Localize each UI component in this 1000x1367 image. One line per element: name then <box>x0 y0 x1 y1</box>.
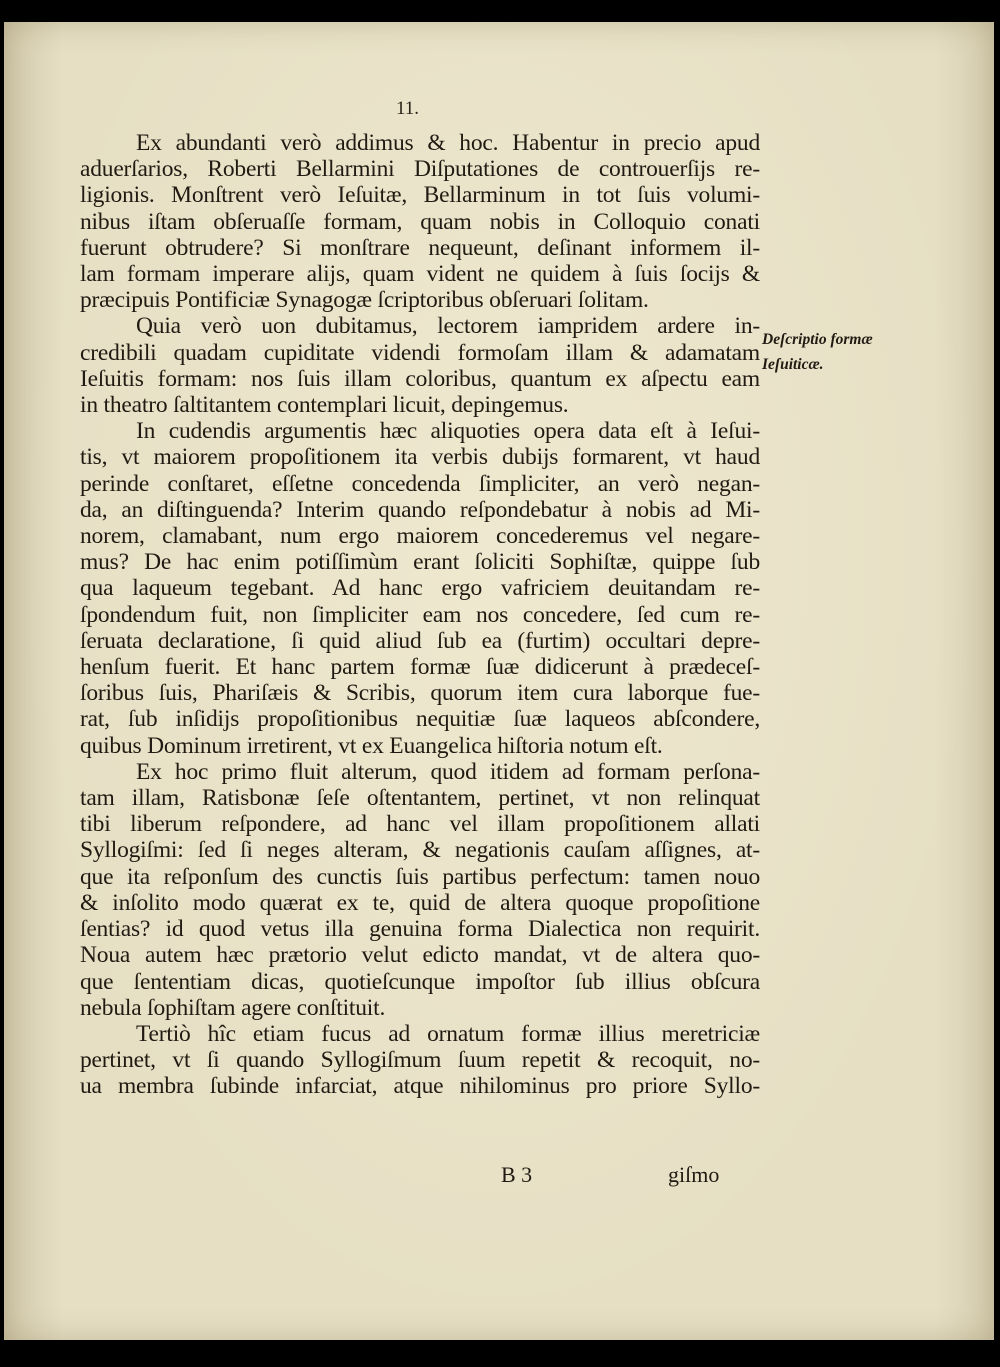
text-line: tis, vt maiorem propoſitionem ita verbis dubijs formarent, vt haud <box>80 444 760 471</box>
text-line: lam formam imperare alijs, quam vident ne quidem à ſuis ſocijs & <box>80 261 760 288</box>
text-line: & inſolito modo quærat ex te, quid de altera quoque propoſitione <box>80 889 760 916</box>
text-line: fuerunt obtrudere? Si monſtrare nequeunt, deſinant informem il- <box>80 234 760 261</box>
text-line: quibus Dominum irretirent, vt ex Euangelica hiſtoria notum eſt. <box>80 732 663 759</box>
text-line: ſentias? id quod vetus illa genuina forma Dialectica non requirit. <box>80 916 760 943</box>
signature-mark: B 3 <box>501 1162 533 1187</box>
marginal-note <box>762 327 873 377</box>
text-line: Noua autem hæc prætorio velut edicto mandat, vt de altera quo- <box>80 942 760 969</box>
text-line: præcipuis Pontificiæ Synagogæ ſcriptoribus obſeruari ſolitam. <box>80 287 649 314</box>
text-line: tibi liberum reſpondere, ad hanc vel illam propoſitionem allati <box>80 811 760 838</box>
text-line: ſpondendum fuit, non ſimpliciter eam nos concedere, ſed cum re- <box>80 601 760 628</box>
text-line: mus? De hac enim potiſſimùm erant ſoliciti Sophiſtæ, quippe ſub <box>80 549 760 576</box>
text-line: pertinet, vt ſi quando Syllogiſmum ſuum repetit & recoquit, no- <box>80 1047 760 1074</box>
text-line: henſum fuerit. Et hanc partem formæ ſuæ didicerunt à prædeceſ- <box>80 654 760 681</box>
text-line: ſeruata declaratione, ſi quid aliud ſub ea (furtim) occultari depre- <box>80 627 760 654</box>
text-line: tam illam, Ratisbonæ ſeſe oſtentantem, pertinet, vt non relinquat <box>80 785 760 812</box>
text-line: norem, clamabant, num ergo maiorem concederemus vel negare- <box>80 523 760 550</box>
text-line: Quia verò uon dubitamus, lectorem iampridem ardere in- <box>136 313 760 340</box>
text-line: Ex abundanti verò addimus & hoc. Habentur in precio apud <box>136 130 760 156</box>
text-line: Tertiò hîc etiam fucus ad ornatum formæ illius meretriciæ <box>136 1020 760 1047</box>
text-line: nibus iſtam obſeruaſſe formam, quam nobis in Colloquio conati <box>80 208 760 235</box>
text-line: credibili quadam cupiditate videndi formoſam illam & adamatam <box>80 339 760 366</box>
text-line: rat, ſub inſidijs propoſitionibus nequitiæ ſuæ laqueos abſcondere, <box>80 706 760 733</box>
text-line: ua membra ſubinde infarciat, atque nihilominus pro priore Syllo- <box>80 1073 760 1100</box>
text-line: ligionis. Monſtrent verò Ieſuitæ, Bellarminum in tot ſuis volumi- <box>80 182 760 209</box>
text-line: aduerſarios, Roberti Bellarmini Diſputationes de controuerſijs re- <box>80 156 760 183</box>
text-line: ſoribus ſuis, Phariſæis & Scribis, quorum item cura laborque fue- <box>80 680 760 707</box>
book-page <box>4 22 994 1340</box>
page-number: 11. <box>396 98 420 119</box>
text-line: in theatro ſaltitantem contemplari licuit, depingemus. <box>80 392 569 419</box>
text-line: da, an diſtinguenda? Interim quando reſpondebatur à nobis ad Mi- <box>80 496 760 523</box>
marginal-note-line: Ieſuiticæ. <box>762 356 824 373</box>
text-line: Ieſuitis formam: nos ſuis illam coloribus, quantum ex aſpectu eam <box>80 365 760 392</box>
text-line: que ſententiam dicas, quotieſcunque impoſtor ſub illius obſcura <box>80 968 760 995</box>
text-line: nebula ſophiſtam agere conſtituit. <box>80 994 386 1021</box>
catchword: giſmo <box>668 1162 720 1187</box>
text-line: In cudendis argumentis hæc aliquoties opera data eſt à Ieſui- <box>136 418 760 445</box>
body-text <box>80 130 760 1100</box>
text-line: qua laqueum tegebant. Ad hanc ergo vafriciem deuitandam re- <box>80 575 760 602</box>
text-line: perinde conſtaret, eſſetne concedenda ſimpliciter, an verò negan- <box>80 470 760 497</box>
text-line: que ita reſponſum des cunctis ſuis partibus perfectum: tamen nouo <box>80 863 760 890</box>
text-line: Ex hoc primo fluit alterum, quod itidem ad formam perſona- <box>136 758 760 785</box>
text-line: Syllogiſmi: ſed ſi neges alteram, & negationis cauſam aſſignes, at- <box>80 837 760 864</box>
marginal-note-line: Deſcriptio formæ <box>762 331 873 348</box>
